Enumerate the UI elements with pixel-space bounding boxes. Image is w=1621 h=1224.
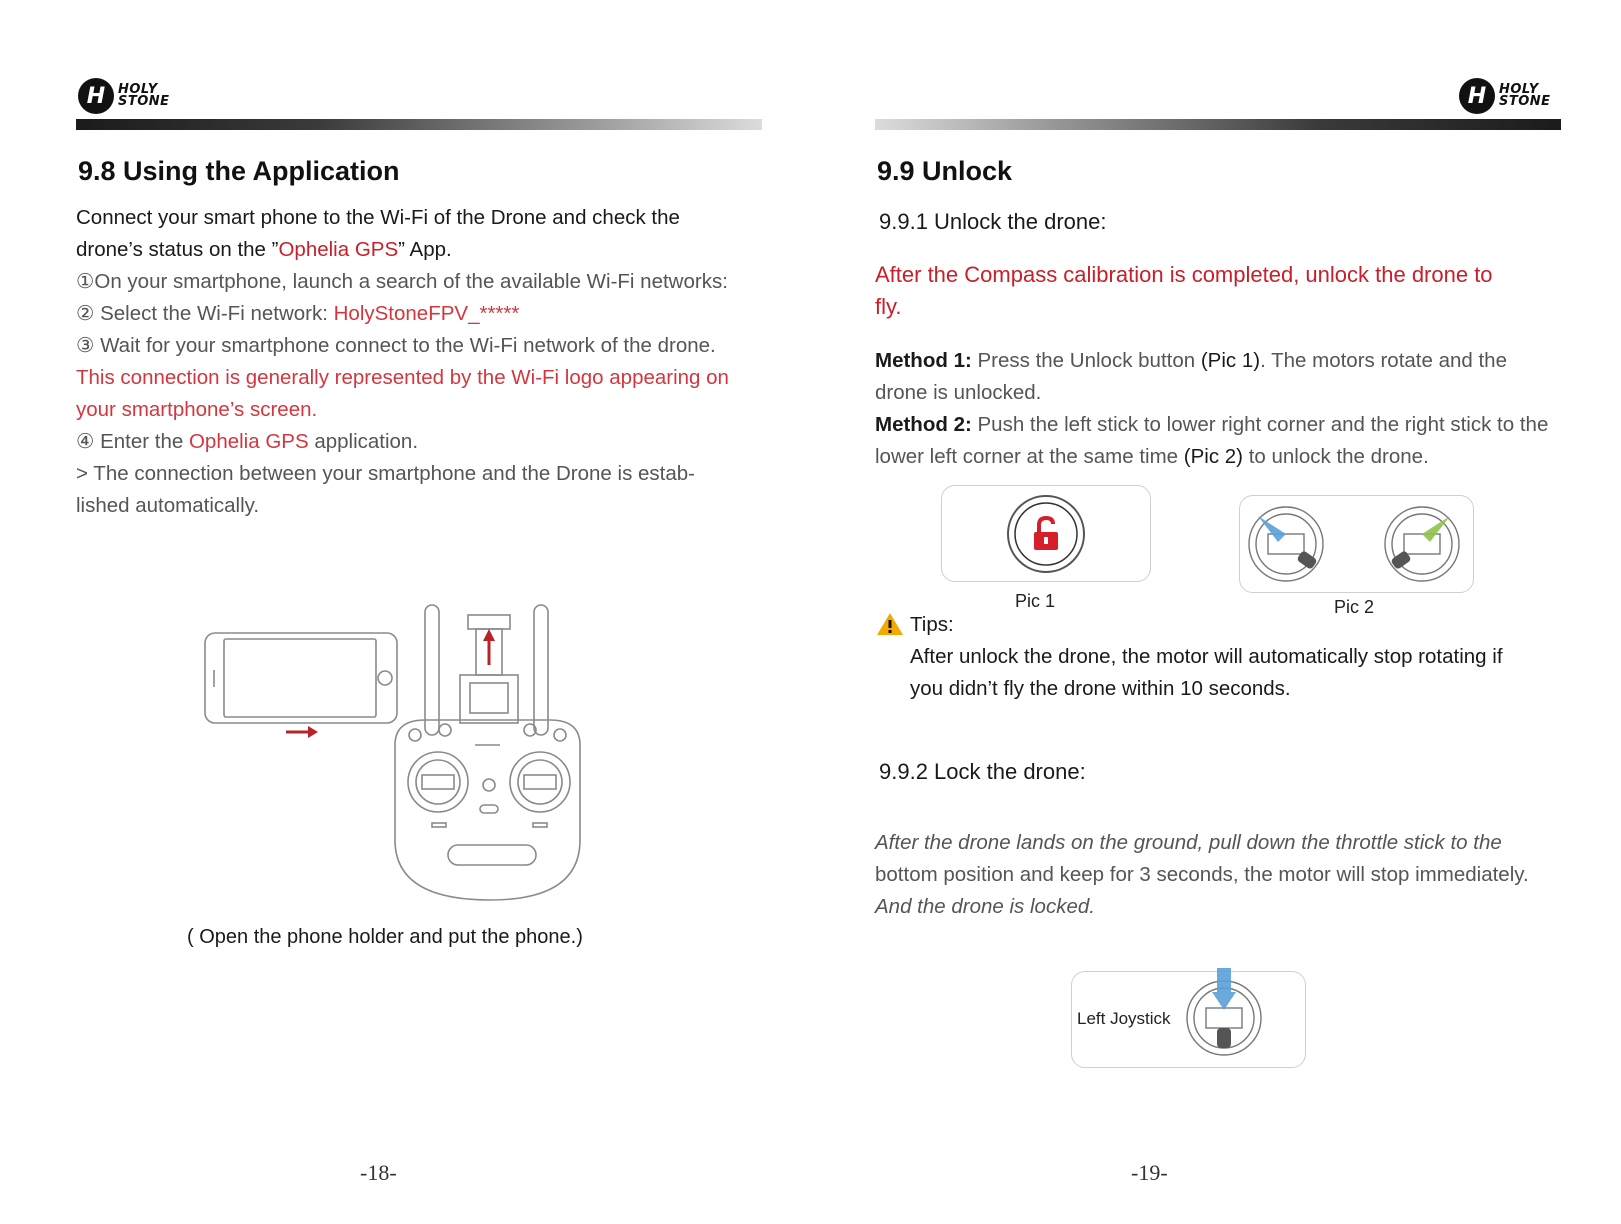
warning-line2: fly.: [875, 294, 902, 319]
step-3: ③ Wait for your smartphone connect to the Wi-Fi network of the drone.: [76, 334, 716, 357]
right-arrow-icon: [286, 726, 318, 738]
step-4: [76, 426, 418, 458]
step-4-post: application.: [308, 430, 419, 453]
tips-label: Tips:: [910, 613, 954, 636]
lock-line1: After the drone lands on the ground, pull down the throttle stick to the: [875, 831, 1502, 854]
page-number: -18-: [360, 1160, 397, 1185]
subsection-unlock: 9.9.1 Unlock the drone:: [879, 209, 1107, 234]
step-1: ①On your smartphone, launch a search of the available Wi-Fi networks:: [76, 270, 728, 293]
method-2-line2-b: to unlock the drone.: [1243, 445, 1429, 468]
method-2-line2: [875, 441, 1429, 473]
method-1-ref: (Pic 1): [1200, 349, 1261, 372]
tips-line2: you didn’t fly the drone within 10 seconds.: [910, 677, 1291, 700]
header-gradient-bar: [76, 119, 762, 130]
smartphone-icon: [205, 633, 397, 723]
header-gradient-bar: [875, 119, 1561, 130]
step-4-pre: ④ Enter the: [76, 430, 189, 453]
step-2: [76, 298, 519, 330]
logo-word-bottom: STONE: [118, 94, 170, 109]
method-2-ref: (Pic 2): [1183, 445, 1243, 468]
holy-stone-logo: [78, 78, 170, 114]
left-joystick-down-icon: [1184, 966, 1264, 1061]
intro-line2-pre: drone’s status on the ”: [76, 238, 279, 261]
phone-controller-illustration: [200, 595, 600, 915]
pic2-caption: Pic 2: [1334, 597, 1375, 617]
intro-line1: Connect your smart phone to the Wi-Fi of the Drone and check the: [76, 206, 680, 229]
wifi-network-name: HolyStoneFPV_*****: [333, 302, 520, 325]
method-1-text-a: Press the Unlock button: [971, 349, 1201, 372]
logo-word-top: HOLY: [118, 82, 158, 97]
method-1-label: Method 1:: [875, 349, 972, 372]
page-number: -19-: [1131, 1160, 1168, 1185]
logo-word-bottom: STONE: [1499, 94, 1551, 109]
intro-line2: [76, 234, 452, 266]
logo-word-top: HOLY: [1499, 82, 1539, 97]
left-joystick-label: Left Joystick: [1077, 1009, 1171, 1028]
pic1-card: [941, 485, 1151, 582]
step-3-note-line1: This connection is generally represented by the Wi-Fi logo appearing on: [76, 366, 729, 389]
up-arrow-icon: [483, 629, 495, 665]
unlock-button-icon: [1004, 494, 1088, 574]
subsection-lock: 9.9.2 Lock the drone:: [879, 759, 1086, 784]
lock-line3: And the drone is locked.: [875, 895, 1095, 918]
method-2-text-a: Push the left stick to lower right corner and the right stick to the: [971, 413, 1549, 436]
app-name: Ophelia GPS: [278, 238, 399, 261]
illustration-caption: ( Open the phone holder and put the phone.): [187, 926, 583, 948]
right-page: [811, 0, 1621, 1224]
left-joystick-card: [1071, 971, 1306, 1068]
method-2-line1: [875, 409, 1565, 441]
step-3-note-line2: your smartphone’s screen.: [76, 398, 318, 421]
result-line2: lished automatically.: [76, 494, 260, 517]
joysticks-unlock-icon: [1246, 504, 1468, 584]
left-page: [0, 0, 810, 1224]
pic1-caption: Pic 1: [1015, 591, 1056, 611]
step-2-pre: ② Select the Wi-Fi network:: [76, 302, 334, 325]
tips-line1: After unlock the drone, the motor will automatically stop rotating if: [910, 645, 1503, 668]
method-2-label: Method 2:: [875, 413, 972, 436]
pic2-card: [1239, 495, 1474, 593]
logo-mark-icon: H: [1459, 78, 1495, 114]
method-1-line2: drone is unlocked.: [875, 381, 1042, 404]
result-line1: > The connection between your smartphone and the Drone is estab-: [76, 462, 695, 485]
method-1-text-b: . The motors rotate and the: [1260, 349, 1507, 372]
warning-line1: After the Compass calibration is completed, unlock the drone to: [875, 262, 1493, 287]
warning-triangle-icon: [876, 612, 904, 636]
intro-line2-post: ” App.: [398, 238, 452, 261]
step-4-app: Ophelia GPS: [188, 430, 309, 453]
method-2-line2-a: lower left corner at the same time: [875, 445, 1184, 468]
logo-mark-icon: H: [78, 78, 114, 114]
lock-line2: bottom position and keep for 3 seconds, the motor will stop immediately.: [875, 863, 1529, 886]
method-1-line1: [875, 345, 1565, 377]
section-title: 9.9 Unlock: [877, 156, 1013, 186]
section-title: 9.8 Using the Application: [78, 156, 400, 186]
holy-stone-logo: [1459, 78, 1551, 114]
